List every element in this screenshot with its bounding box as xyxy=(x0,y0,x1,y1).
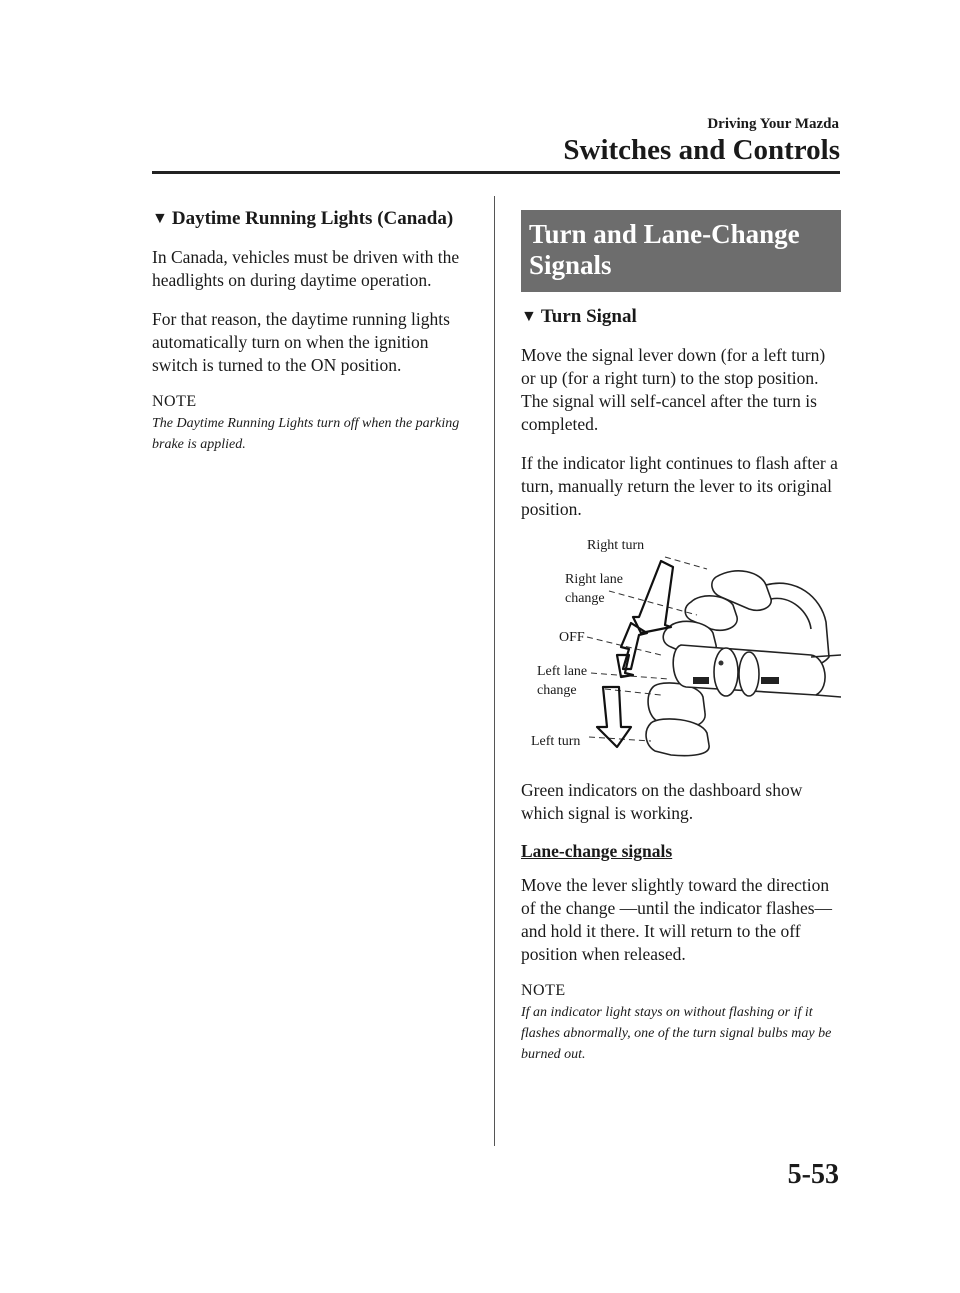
lever-drawing xyxy=(521,537,841,757)
label-left-lane-change-line1: Left lane xyxy=(537,664,588,679)
drl-heading xyxy=(152,208,477,230)
header-rule xyxy=(152,171,840,174)
turn-signal-note-text: If an indicator light stays on without flashing or if it flashes abnormally, one of the turn signal bulbs may be burned out. xyxy=(521,1005,832,1062)
left-column xyxy=(152,208,477,455)
arrow-right-turn xyxy=(633,561,673,633)
drl-note-text: The Daytime Running Lights turn off when the parking brake is applied. xyxy=(152,416,460,452)
label-right-lane-change-line1: Right lane xyxy=(565,572,623,587)
running-header-section: Switches and Controls xyxy=(563,134,840,166)
turn-signals-section-title: Turn and Lane-Change Signals xyxy=(521,210,841,292)
arrow-right-lane xyxy=(621,623,647,669)
turn-signal-heading-text: Turn Signal xyxy=(540,306,637,327)
running-header-chapter: Driving Your Mazda xyxy=(707,116,839,132)
lane-change-heading: Lane-change signals xyxy=(521,841,673,861)
turn-signal-heading xyxy=(521,306,841,328)
page-number: 5-53 xyxy=(787,1159,839,1190)
drl-heading-text: Daytime Running Lights (Canada) xyxy=(171,208,454,229)
label-off: OFF xyxy=(559,630,585,645)
turn-signal-paragraph-3: Green indicators on the dashboard show which signal is working. xyxy=(521,780,803,823)
label-left-turn: Left turn xyxy=(531,734,581,749)
lever-ring-1 xyxy=(714,648,738,696)
drl-paragraph-2: For that reason, the daytime running lights automatically turn on when the ignition switch is turned to the ON position. xyxy=(152,309,450,375)
label-right-lane-change-line2: change xyxy=(565,591,605,606)
label-right-turn: Right turn xyxy=(587,538,645,553)
turn-signal-lever-illustration xyxy=(521,537,841,757)
drl-note-label: NOTE xyxy=(152,393,197,410)
right-column xyxy=(521,210,841,1065)
label-left-lane-change-line2: change xyxy=(537,683,577,698)
triangle-bullet-icon: ▼ xyxy=(152,210,168,227)
turn-signal-note-label: NOTE xyxy=(521,982,566,999)
turn-signal-paragraph-1: Move the signal lever down (for a left turn) or up (for a right turn) to the stop position. The signal will self-cancel after the turn is completed. xyxy=(521,345,826,434)
drl-paragraph-1: In Canada, vehicles must be driven with the headlights on during daytime operation. xyxy=(152,247,460,290)
lane-change-paragraph: Move the lever slightly toward the direction of the change ―until the indicator flashes― and hold it there. It will return to the off position when released. xyxy=(521,875,833,964)
triangle-bullet-icon: ▼ xyxy=(521,308,537,325)
turn-signal-paragraph-2: If the indicator light continues to flash after a turn, manually return the lever to its original position. xyxy=(521,453,838,519)
lever-ring-2 xyxy=(739,652,759,696)
column-divider xyxy=(494,196,495,1146)
